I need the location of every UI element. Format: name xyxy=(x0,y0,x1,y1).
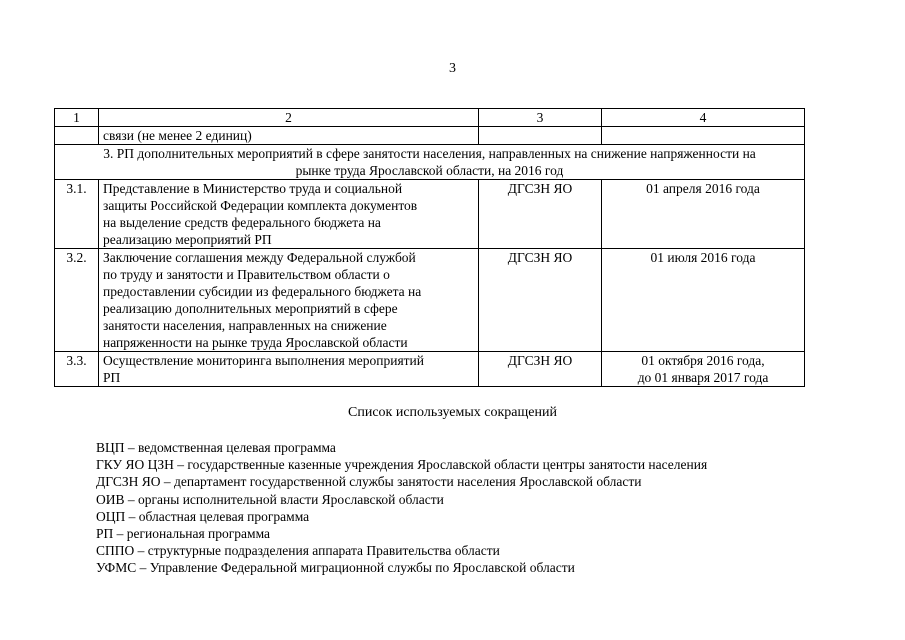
row-number xyxy=(55,127,99,145)
table-row xyxy=(55,249,805,352)
abbreviation-item: ГКУ ЯО ЦЗН – государственные казенные учреждения Ярославской области центры занятости населения xyxy=(96,457,708,473)
abbreviation-item: СППО – структурные подразделения аппарата Правительства области xyxy=(96,543,500,559)
row-responsible: ДГСЗН ЯО xyxy=(479,180,602,249)
row-text-line: Представление в Министерство труда и социальной xyxy=(103,181,403,196)
row-text-line: РП xyxy=(103,370,121,385)
row-text-line: Осуществление мониторинга выполнения мероприятий xyxy=(103,353,425,368)
row-deadline xyxy=(602,180,805,249)
row-text-line: Заключение соглашения между Федеральной службой xyxy=(103,250,416,265)
row-text-line: защиты Российской Федерации комплекта документов xyxy=(103,198,418,213)
row-text-line: реализацию дополнительных мероприятий в сфере xyxy=(103,301,398,316)
row-text-line: напряженности на рынке труда Ярославской области xyxy=(103,335,408,350)
row-number: 3.2. xyxy=(55,249,99,352)
section-title-line: 3. РП дополнительных мероприятий в сфере занятости населения, направленных на снижение напряженности на xyxy=(103,146,756,161)
row-number: 3.1. xyxy=(55,180,99,249)
row-deadline xyxy=(602,127,805,145)
section-row xyxy=(55,145,805,180)
abbreviations-title: Список используемых сокращений xyxy=(348,405,557,420)
row-text-line: реализацию мероприятий РП xyxy=(103,232,272,247)
row-number: 3.3. xyxy=(55,352,99,387)
section-title-line: рынке труда Ярославской области, на 2016 год xyxy=(295,163,564,178)
deadline-line: до 01 января 2017 года xyxy=(637,370,769,385)
activities-table xyxy=(54,108,805,387)
header-cell: 2 xyxy=(99,109,479,127)
header-cell: 4 xyxy=(602,109,805,127)
abbreviation-item: ОИВ – органы исполнительной власти Ярославской области xyxy=(96,491,444,507)
deadline-line: 01 апреля 2016 года xyxy=(646,181,760,196)
page-number: 3 xyxy=(449,61,456,76)
row-text xyxy=(99,249,479,352)
row-text xyxy=(99,180,479,249)
table-row xyxy=(55,180,805,249)
row-deadline xyxy=(602,249,805,352)
row-responsible: ДГСЗН ЯО xyxy=(479,249,602,352)
header-cell: 1 xyxy=(55,109,99,127)
row-deadline xyxy=(602,352,805,387)
row-responsible xyxy=(479,127,602,145)
abbreviation-item: ВЦП – ведомственная целевая программа xyxy=(96,440,336,455)
deadline-line: 01 июля 2016 года xyxy=(650,250,756,265)
abbreviation-item: РП – региональная программа xyxy=(96,526,271,542)
abbreviation-item: УФМС – Управление Федеральной миграционной службы по Ярославской области xyxy=(96,560,575,576)
abbreviations-list xyxy=(96,439,707,577)
table-row xyxy=(55,127,805,145)
row-text-line: предоставлении субсидии из федерального бюджета на xyxy=(103,284,422,299)
abbreviation-item: ОЦП – областная целевая программа xyxy=(96,508,310,524)
table-row xyxy=(55,352,805,387)
deadline-line: 01 октября 2016 года, xyxy=(641,353,765,368)
row-text: связи (не менее 2 единиц) xyxy=(99,127,479,145)
section-title xyxy=(55,145,805,180)
row-text xyxy=(99,352,479,387)
table-header-row xyxy=(55,109,805,127)
row-text-line: занятости населения, направленных на снижение xyxy=(103,318,387,333)
row-responsible: ДГСЗН ЯО xyxy=(479,352,602,387)
abbreviation-item: ДГСЗН ЯО – департамент государственной службы занятости населения Ярославской области xyxy=(96,474,642,490)
row-text-line: на выделение средств федерального бюджета на xyxy=(103,215,381,230)
header-cell: 3 xyxy=(479,109,602,127)
row-text-line: по труду и занятости и Правительством области о xyxy=(103,267,390,282)
